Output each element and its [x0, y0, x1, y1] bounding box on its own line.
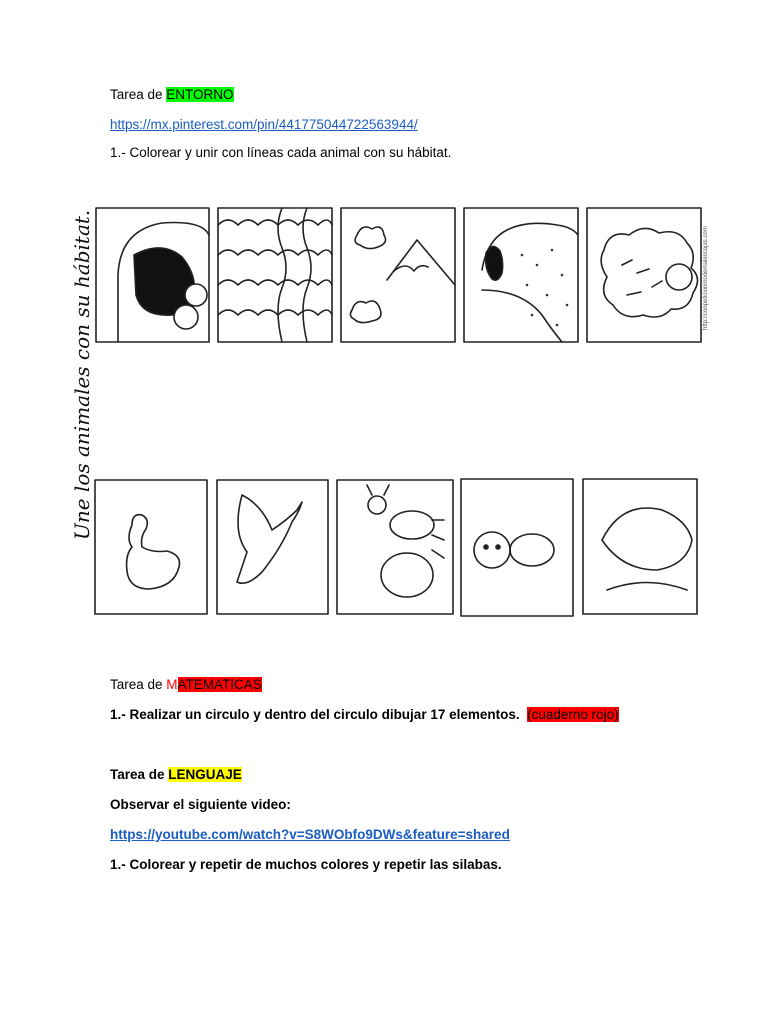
lenguaje-link-line [110, 827, 510, 842]
cave-icon [96, 208, 209, 342]
entorno-task-heading [110, 87, 234, 102]
snowy-den-icon [464, 208, 578, 342]
lenguaje-subject-highlight: LENGUAJE [168, 767, 242, 782]
lenguaje-instruction: 1.- Colorear y repetir de muchos colores y repetir las silabas. [110, 857, 502, 872]
duck-icon [95, 480, 207, 614]
lenguaje-task-heading [110, 767, 242, 782]
matematicas-instruction: 1.- Realizar un circulo y dentro del circulo dibujar 17 elementos. [110, 707, 520, 722]
matematicas-task-prefix: Tarea de [110, 677, 167, 692]
pinterest-link[interactable]: https://mx.pinterest.com/pin/441775044722563944/ [110, 117, 418, 132]
entorno-instruction: 1.- Colorear y unir con líneas cada animal con su hábitat. [110, 145, 452, 160]
bush-icon [587, 208, 701, 342]
matematicas-subject-rest: ATEMATICAS [177, 677, 262, 692]
matematicas-subject-highlight [166, 677, 262, 692]
worksheet-credit: http://conpeticionmodernalescajas.com [703, 226, 709, 330]
sea-waves-icon [218, 208, 332, 342]
matematicas-instruction-line [110, 707, 619, 722]
mountain-icon [341, 208, 455, 342]
bear-icon [461, 479, 573, 616]
entorno-subject-highlight: ENTORNO [166, 87, 234, 102]
lenguaje-observe-text: Observar el siguiente video: [110, 797, 291, 812]
bird-icon [217, 480, 328, 614]
fish-icon [583, 479, 697, 614]
youtube-link[interactable]: https://youtube.com/watch?v=S8WObfo9DWs&feature=shared [110, 827, 510, 842]
entorno-link-line [110, 117, 418, 132]
entorno-task-prefix: Tarea de [110, 87, 167, 102]
matematicas-task-heading [110, 677, 262, 692]
matematicas-subject-first-letter: M [166, 677, 178, 692]
animals-habitat-worksheet [62, 195, 712, 625]
lenguaje-task-prefix: Tarea de [110, 767, 169, 782]
ant-icon [337, 480, 453, 614]
cuaderno-rojo-note: (cuaderno rojo) [527, 707, 619, 722]
worksheet-vertical-title: Une los animales con su hábitat. [70, 209, 94, 540]
